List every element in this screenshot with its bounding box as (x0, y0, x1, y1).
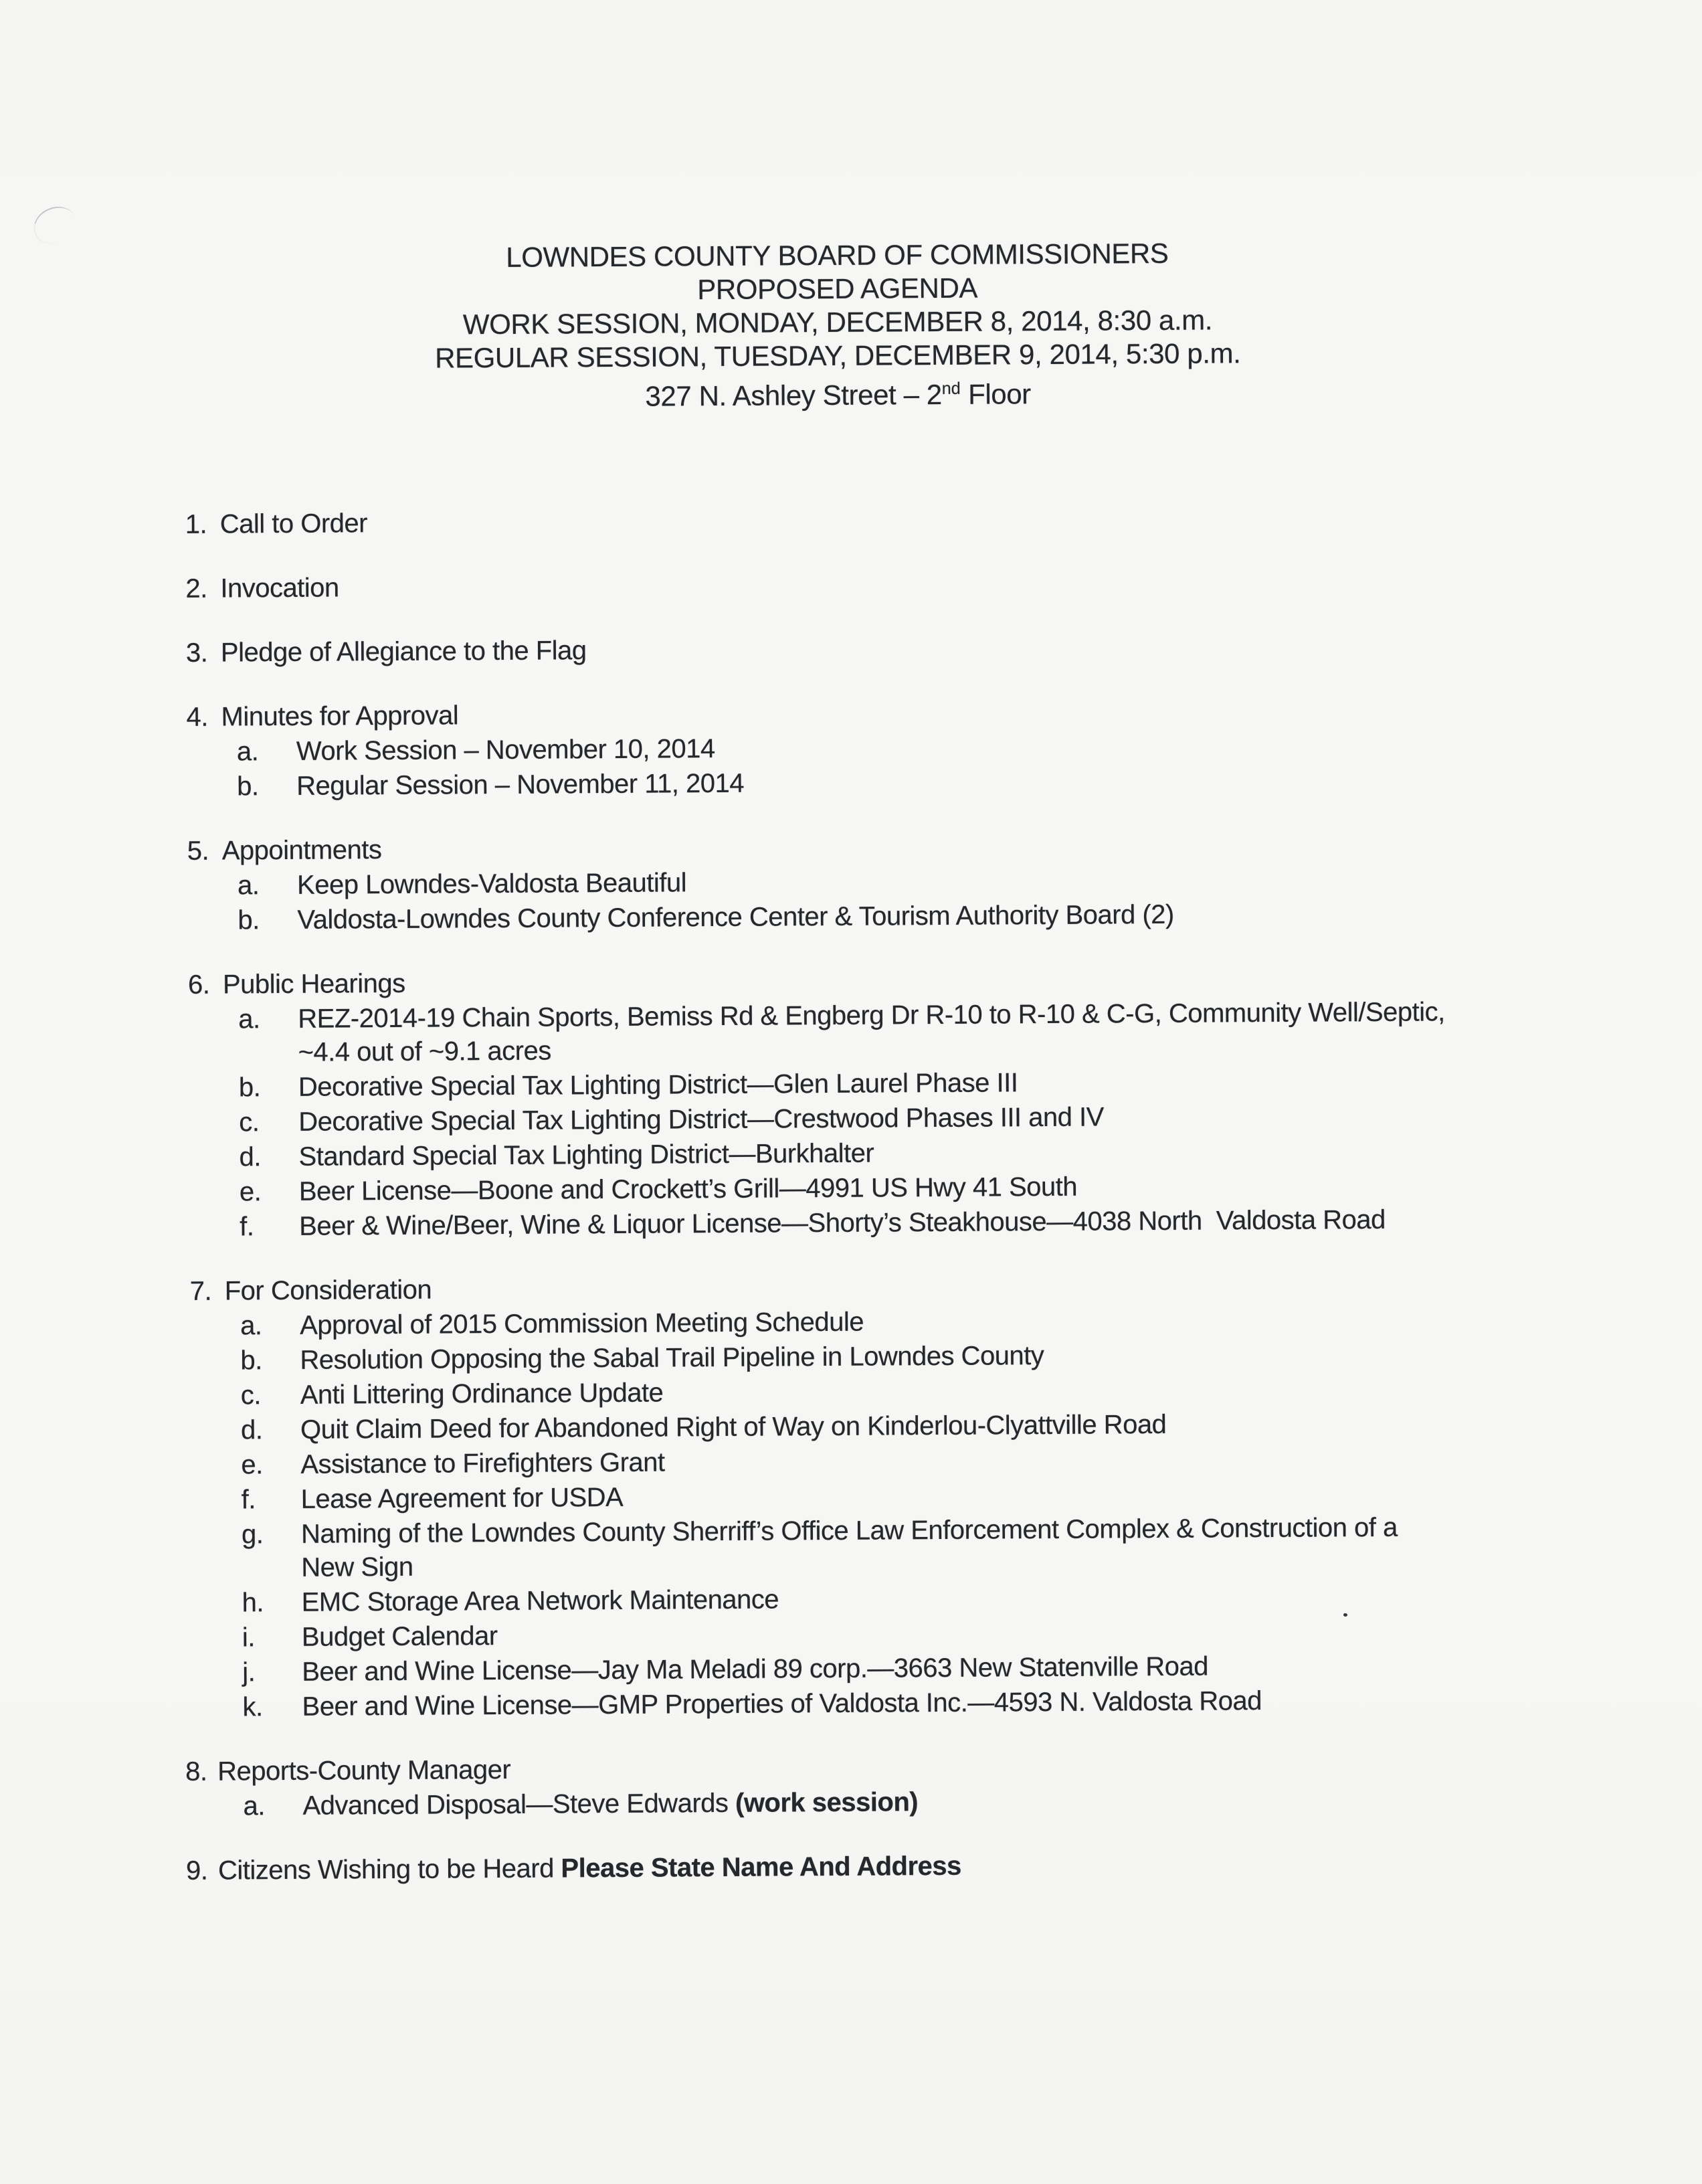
subitem-text (299, 1202, 1621, 1243)
agenda-subitem (238, 895, 1619, 937)
agenda-item (185, 563, 1617, 606)
text-line (296, 727, 1618, 768)
text-segment: Citizens Wishing to be Heard (217, 1853, 561, 1886)
text-segment: Beer & Wine/Beer, Wine & Liquor License—Shorty’s Steakhouse—4038 North Valdosta Road (299, 1204, 1386, 1241)
text-line (302, 1682, 1624, 1724)
text-segment: Resolution Opposing the Sabal Trail Pipeline in Lowndes County (300, 1341, 1044, 1375)
subitem-text (299, 1167, 1621, 1208)
subitem-letter: b. (237, 771, 259, 802)
text-segment: Standard Special Tax Lighting District—Burkhalter (298, 1138, 874, 1172)
agenda-item (185, 499, 1617, 541)
subitem-text (300, 1370, 1622, 1412)
address-floor: Floor (960, 378, 1031, 410)
text-line (221, 628, 1618, 670)
agenda-subitem (243, 1781, 1624, 1823)
text-segment: Reports-County Manager (217, 1754, 511, 1787)
text-segment: Anti Littering Ordinance Update (300, 1378, 664, 1410)
text-segment: Beer and Wine License—GMP Properties of Valdosta Inc.—4593 N. Valdosta Road (302, 1686, 1262, 1722)
address-text: 327 N. Ashley Street – 2 (645, 378, 942, 412)
text-line (298, 1028, 1620, 1069)
item-number: 1. (185, 509, 207, 539)
subitem-letter: c. (240, 1380, 262, 1410)
text-segment: Quit Claim Deed for Abandoned Right of Way on Kinderlou-Clyattville Road (300, 1409, 1167, 1445)
text-segment: Budget Calendar (301, 1621, 498, 1652)
item-number: 3. (185, 638, 208, 668)
subitem-text (298, 1063, 1620, 1104)
text-line (218, 1845, 1625, 1888)
text-line (296, 761, 1618, 803)
subitem-text (300, 1336, 1622, 1377)
item-number: 6. (187, 970, 210, 1000)
subitem-letter: j. (242, 1657, 256, 1688)
subitem-text (300, 1405, 1622, 1447)
subitem-letter: e. (239, 1177, 262, 1207)
item-text (220, 563, 1617, 606)
text-segment: Decorative Special Tax Lighting District—Glen Laurel Phase III (298, 1068, 1018, 1102)
subitem-text (302, 1647, 1624, 1689)
subitem-text (298, 1132, 1620, 1174)
item-number: 7. (189, 1276, 212, 1306)
item-text (218, 1845, 1625, 1888)
subitem-letter: a. (238, 1004, 260, 1034)
subitem-text (300, 1440, 1622, 1481)
text-segment: Minutes for Approval (221, 701, 459, 732)
text-line (301, 1578, 1623, 1619)
document-header (0, 234, 1680, 417)
subitem-letter: a. (237, 871, 260, 901)
item-text (220, 499, 1617, 541)
header-subtitle: PROPOSED AGENDA (697, 272, 978, 306)
agenda-item (186, 628, 1618, 670)
text-line (220, 563, 1617, 606)
text-segment: Appointments (221, 835, 382, 866)
address-ordinal-superscript: nd (941, 379, 961, 398)
text-line (302, 1647, 1624, 1689)
text-line (299, 1167, 1621, 1208)
text-line (298, 1132, 1620, 1174)
subitem-letter: a. (236, 737, 259, 767)
item-number: 5. (187, 836, 209, 866)
subitem-text (296, 761, 1618, 803)
text-segment: Advanced Disposal—Steve Edwards (302, 1788, 736, 1821)
text-segment: Call to Order (219, 509, 368, 539)
text-line (302, 1613, 1624, 1654)
agenda-subitem (240, 1202, 1621, 1244)
bold-segment: Please State Name And Address (561, 1851, 961, 1884)
subitem-text (300, 1301, 1622, 1342)
subitem-letter: c. (239, 1107, 260, 1138)
text-segment: ~4.4 out of ~9.1 acres (298, 1036, 551, 1067)
subitem-text (301, 1578, 1623, 1619)
text-segment: Assistance to Firefighters Grant (300, 1447, 665, 1479)
agenda-list (185, 499, 1626, 1888)
item-text (221, 628, 1618, 670)
text-line (299, 1202, 1621, 1243)
text-segment: New Sign (301, 1552, 413, 1582)
subitem-letter: d. (239, 1142, 262, 1172)
text-line (302, 1781, 1624, 1823)
subitem-text (297, 895, 1619, 937)
subitem-text (302, 1781, 1624, 1823)
subitem-text (301, 1475, 1623, 1516)
text-segment: Beer License—Boone and Crockett’s Grill—4991 US Hwy 41 South (298, 1172, 1078, 1206)
subitem-letter: k. (242, 1692, 263, 1722)
text-segment: Valdosta-Lowndes County Conference Center & Tourism Authority Board (2) (297, 899, 1174, 935)
text-segment: Naming of the Lowndes County Sherriff’s Office Law Enforcement Complex & Construction of a (300, 1512, 1398, 1549)
text-line (300, 1301, 1622, 1342)
text-line (220, 499, 1617, 541)
text-line (300, 1440, 1622, 1481)
text-segment: Approval of 2015 Commission Meeting Schedule (299, 1307, 864, 1340)
text-line (300, 1370, 1622, 1412)
subitem-letter: f. (241, 1485, 256, 1515)
agenda-subitem (238, 994, 1620, 1070)
subitem-letter: h. (242, 1588, 264, 1618)
subitem-text (297, 860, 1619, 902)
subitem-letter: d. (240, 1415, 263, 1445)
subitem-text (302, 1682, 1624, 1724)
text-segment: EMC Storage Area Network Maintenance (301, 1584, 779, 1617)
item-number: 2. (185, 573, 207, 604)
text-segment: Regular Session – November 11, 2014 (296, 768, 745, 801)
subitem-text (298, 994, 1620, 1069)
subitem-text (302, 1613, 1624, 1654)
subitem-text (296, 727, 1618, 768)
text-segment: Pledge of Allegiance to the Flag (220, 636, 587, 668)
subitem-letter: a. (240, 1311, 262, 1341)
agenda-item (186, 1845, 1625, 1888)
agenda-subitem (242, 1682, 1624, 1724)
text-line (301, 1475, 1623, 1516)
item-number: 8. (185, 1756, 207, 1787)
subitem-text (301, 1510, 1624, 1584)
header-work-session: WORK SESSION, MONDAY, DECEMBER 8, 2014, 8:30 a.m. (462, 304, 1213, 341)
subitem-letter: e. (241, 1450, 263, 1480)
agenda-subitem (242, 1510, 1624, 1585)
subitem-letter: b. (240, 1346, 262, 1376)
text-segment: Work Session – November 10, 2014 (296, 734, 715, 766)
subitem-letter: a. (243, 1791, 265, 1821)
header-regular-session: REGULAR SESSION, TUESDAY, DECEMBER 9, 2014, 5:30 p.m. (434, 337, 1241, 374)
subitem-text (298, 1097, 1620, 1139)
text-segment: Keep Lowndes-Valdosta Beautiful (296, 868, 687, 900)
text-segment: REZ-2014-19 Chain Sports, Bemiss Rd & Engberg Dr R-10 to R-10 & C-G, Community Well/Septic, (298, 997, 1445, 1034)
text-segment: Public Hearings (222, 968, 405, 1000)
subitem-letter: i. (242, 1623, 256, 1653)
agenda-subitem (237, 761, 1618, 804)
text-segment: Lease Agreement for USDA (300, 1482, 624, 1514)
text-segment: Decorative Special Tax Lighting District—Crestwood Phases III and IV (298, 1102, 1104, 1137)
text-line (300, 1405, 1622, 1447)
item-number: 4. (186, 702, 209, 732)
text-segment: Invocation (220, 573, 339, 604)
text-segment: For Consideration (224, 1275, 432, 1306)
header-title: LOWNDES COUNTY BOARD OF COMMISSIONERS (506, 237, 1169, 273)
bold-segment: (work session) (735, 1787, 919, 1818)
subitem-letter: g. (241, 1520, 264, 1550)
text-line (297, 895, 1619, 937)
text-line (298, 1063, 1620, 1104)
subitem-letter: b. (238, 905, 260, 935)
subitem-letter: b. (238, 1073, 261, 1103)
scan-artifact-speck (1343, 1613, 1347, 1617)
item-number: 9. (185, 1855, 208, 1886)
subitem-letter: f. (240, 1212, 254, 1242)
text-segment: Beer and Wine License—Jay Ma Meladi 89 corp.—3663 New Statenville Road (302, 1651, 1208, 1687)
text-line (300, 1336, 1622, 1377)
text-line (297, 860, 1619, 902)
text-line (298, 1097, 1620, 1139)
